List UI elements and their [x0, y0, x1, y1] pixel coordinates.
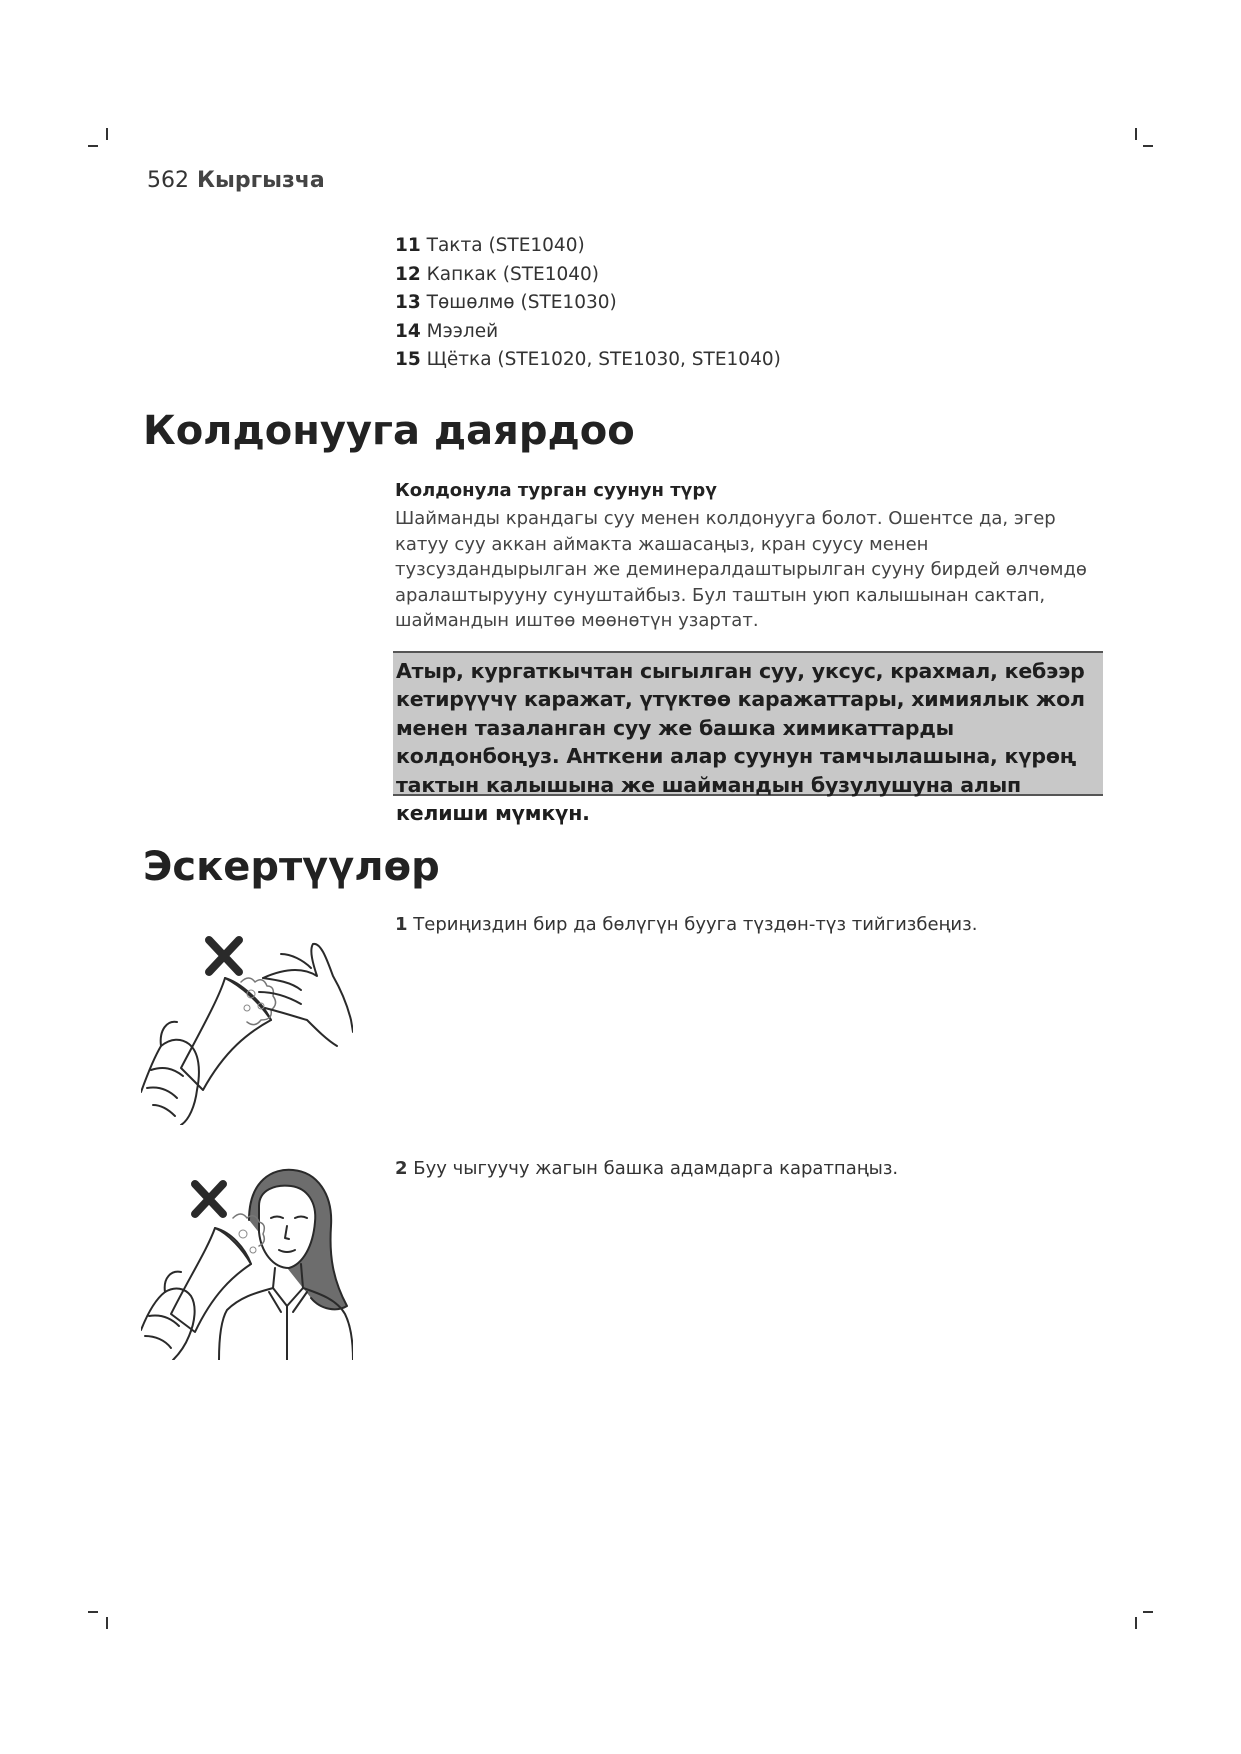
warning-text: Атыр, кургаткычтан сыгылган суу, уксус, крахмал, кебээр кетирүүчү каражат, үтүктөө каражаттары, химиялык жол менен тазаланган суу же башка химикаттарды колдонбоңуз. Анткени алар суунун тамчылашына, күрөң тактын калышына же шаймандын бузулушуна алып келиши мүмкүн. — [396, 659, 1085, 826]
item-number: 2 — [395, 1158, 408, 1179]
list-item — [395, 289, 781, 318]
list-item — [395, 346, 781, 375]
page-number: 562 — [147, 168, 189, 193]
item-text: Такта (STE1040) — [426, 235, 585, 256]
subheading-water-type: Колдонула турган суунун түрү — [395, 480, 718, 501]
item-text: Щётка (STE1020, STE1030, STE1040) — [426, 349, 781, 370]
item-text: Териңиздин бир да бөлүгүн бууга түздөн-түз тийгизбеңиз. — [413, 914, 978, 935]
crop-mark — [1143, 145, 1153, 147]
list-item — [395, 318, 781, 347]
list-item — [395, 261, 781, 290]
item-number: 15 — [395, 349, 421, 370]
section-heading-preparation: Колдонууга даярдоо — [143, 408, 635, 454]
item-number: 11 — [395, 235, 421, 256]
parts-list — [395, 232, 781, 375]
warning-item — [395, 1158, 898, 1179]
steam-on-person-illustration — [141, 1160, 353, 1360]
crop-mark — [1135, 128, 1137, 140]
item-number: 1 — [395, 914, 408, 935]
item-number: 14 — [395, 320, 421, 342]
warning-item — [395, 914, 977, 935]
section-heading-warnings: Эскертүүлөр — [143, 844, 440, 890]
water-type-paragraph: Шайманды крандагы суу менен колдонууга болот. Ошентсе да, эгер катуу суу аккан аймакта жашасаңыз, кран суусу менен тузсуздандырылган же деминералдаштырылган сууну бирдей өлчөмдө аралаштырууну сунуштайбыз. Бул таштын уюп калышынан сактап, шаймандын иштөө мөөнөтүн узартат. — [395, 508, 1087, 631]
crop-mark — [88, 145, 98, 147]
prohibited-x-icon — [195, 1184, 223, 1214]
item-text: Капкак (STE1040) — [426, 263, 600, 285]
item-text: Төшөлмө (STE1030) — [426, 292, 617, 313]
item-number: 12 — [395, 263, 421, 285]
crop-mark — [88, 1611, 98, 1613]
list-item — [395, 232, 781, 261]
warning-box — [393, 651, 1103, 826]
item-text: Буу чыгуучу жагын башка адамдарга каратпаңыз. — [413, 1158, 899, 1179]
crop-mark — [106, 128, 108, 140]
item-text: Мээлей — [426, 320, 499, 342]
language-title: Кыргызча — [197, 168, 325, 193]
crop-mark — [106, 1617, 108, 1629]
page-header — [147, 168, 325, 193]
prohibited-x-icon — [209, 940, 239, 972]
item-number: 13 — [395, 292, 421, 313]
steam-on-hand-illustration — [141, 920, 353, 1125]
crop-mark — [1143, 1611, 1153, 1613]
crop-mark — [1135, 1617, 1137, 1629]
